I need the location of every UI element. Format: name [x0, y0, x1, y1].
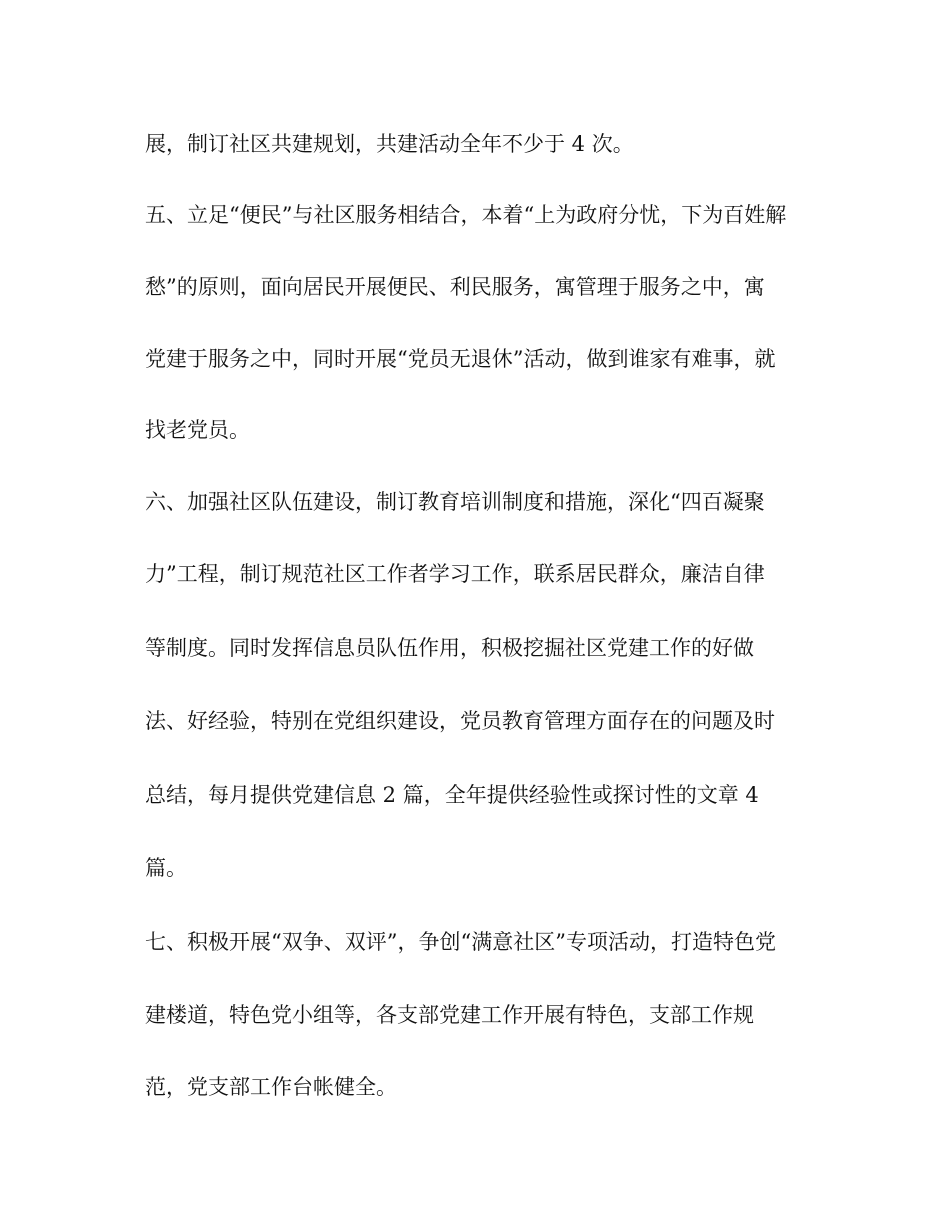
text-line-10: 总结，每月提供党建信息 2 篇，全年提供经验性或探讨性的文章 4 [145, 783, 759, 807]
text-line-8: 等制度。同时发挥信息员队伍作用，积极挖掘社区党建工作的好做 [145, 636, 754, 660]
text-line-11: 篇。 [145, 856, 187, 880]
text-line-9: 法、好经验，特别在党组织建设，党员教育管理方面存在的问题及时 [145, 709, 775, 733]
text-line-4: 党建于服务之中，同时开展“党员无退休”活动，做到谁家有难事，就 [145, 347, 776, 371]
text-line-1: 展，制订社区共建规划，共建活动全年不少于 4 次。 [145, 132, 634, 156]
text-line-12: 七、积极开展“双争、双评”，争创“满意社区”专项活动，打造特色党 [145, 930, 776, 954]
text-line-2: 五、立足“便民”与社区服务相结合，本着“上为政府分忧，下为百姓解 [145, 203, 787, 227]
text-line-6: 六、加强社区队伍建设，制订教育培训制度和措施，深化“四百凝聚 [145, 490, 765, 514]
text-line-7: 力”工程，制订规范社区工作者学习工作，联系居民群众，廉洁自律 [145, 562, 765, 586]
text-line-5: 找老党员。 [145, 418, 250, 442]
text-line-14: 范，党支部工作台帐健全。 [145, 1075, 397, 1099]
text-line-3: 愁”的原则，面向居民开展便民、利民服务，寓管理于服务之中，寓 [145, 275, 765, 299]
text-line-13: 建楼道，特色党小组等，各支部党建工作开展有特色，支部工作规 [145, 1003, 754, 1027]
